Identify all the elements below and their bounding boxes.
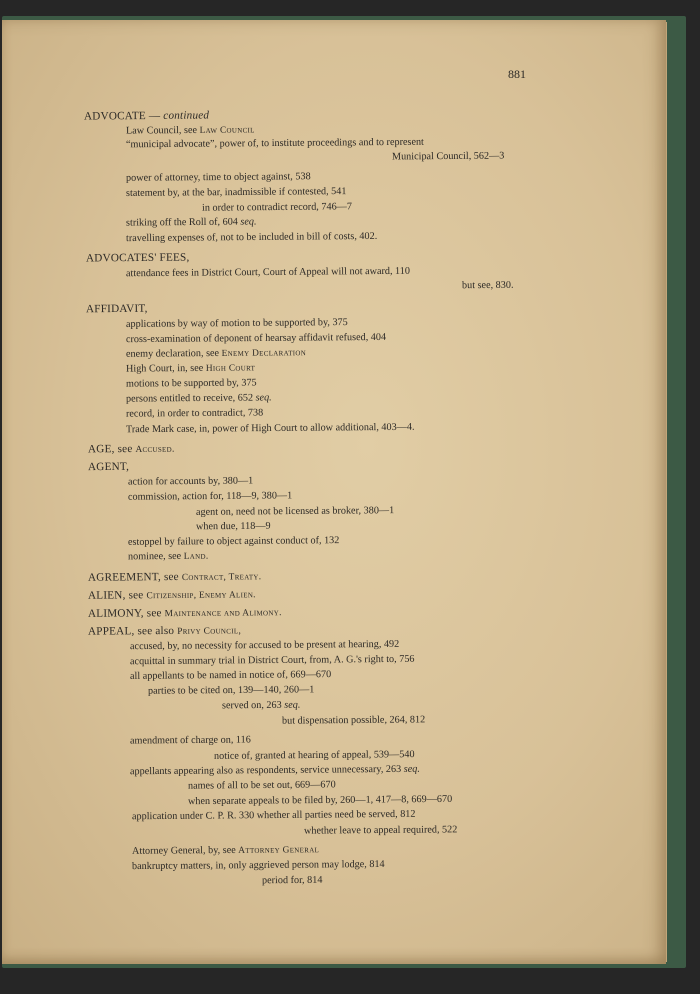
- index-entry: [196, 505, 394, 519]
- index-entry: [130, 639, 399, 653]
- book-page: [2, 20, 666, 964]
- entry-text: attendance fees in District Court, Court of Appeal will not award, 110: [125, 265, 410, 280]
- index-entry: [126, 422, 415, 437]
- entry-text: action for accounts by, 380—1: [127, 475, 254, 488]
- index-heading: [88, 588, 256, 602]
- index-entry: [392, 151, 504, 164]
- index-entry: [222, 700, 300, 713]
- cross-reference: Maintenance and Alimony.: [164, 608, 282, 620]
- entry-text: Municipal Council, 562—3: [391, 150, 505, 163]
- entry-text: amendment of charge on, 116: [129, 734, 251, 747]
- cross-reference: Attorney General: [238, 845, 320, 856]
- entry-text: cross-examination of deponent of hearsay affidavit refused, 404: [125, 331, 387, 346]
- entry-text: appellants appearing also as respondents, service unnecessary, 263: [129, 763, 404, 778]
- entry-text: APPEAL, see also: [87, 624, 178, 638]
- index-entry: [132, 859, 385, 873]
- entry-text: Attorney General, by, see: [131, 844, 239, 857]
- entry-text: AFFIDAVIT,: [85, 302, 148, 316]
- entry-text: ADVOCATES' FEES,: [85, 251, 190, 265]
- italic-term: seq.: [255, 392, 272, 404]
- entry-text: “municipal advocate”, power of, to institute proceedings and to represent: [125, 136, 424, 151]
- entry-text: AGREEMENT, see: [87, 570, 182, 584]
- entry-text: notice of, granted at hearing of appeal, 539—540: [213, 749, 415, 762]
- index-entry: [188, 794, 452, 808]
- italic-term: seq.: [403, 763, 420, 775]
- entry-text: High Court, in, see: [125, 362, 206, 375]
- index-entry: [126, 266, 410, 280]
- cross-reference: Accused.: [135, 444, 175, 455]
- entry-text: ALIMONY, see: [87, 607, 165, 620]
- cross-reference: High Court: [205, 363, 256, 374]
- index-heading: [84, 109, 209, 122]
- index-entry: [126, 137, 424, 152]
- index-entry: [130, 669, 331, 683]
- entry-text: whether leave to appeal required, 522: [303, 824, 458, 837]
- entry-text: travelling expenses of, not to be included in bill of costs, 402.: [125, 230, 378, 245]
- index-entry: [188, 779, 336, 792]
- cross-reference: Enemy Declaration: [221, 348, 307, 359]
- index-entry: [126, 171, 311, 185]
- entry-text: applications by way of motion to be supported by, 375: [125, 317, 348, 330]
- index-entry: [126, 317, 348, 331]
- entry-text: served on, 263: [221, 699, 285, 712]
- entry-text: ALIEN, see: [87, 589, 147, 602]
- entry-text: nominee, see: [127, 550, 184, 563]
- index-heading: [88, 570, 261, 585]
- entry-text: power of attorney, time to object against, 538: [125, 171, 311, 184]
- entry-text: when separate appeals to be filed by, 260—1, 417—8, 669—670: [187, 793, 453, 808]
- index-entry: [462, 280, 514, 292]
- entry-text: Trade Mark case, in, power of High Court to allow additional, 403—4.: [125, 421, 415, 436]
- index-entry: [304, 824, 457, 837]
- entry-text: accused, by, no necessity for accused to be present at hearing, 492: [129, 638, 400, 653]
- index-entry: [132, 809, 416, 823]
- entry-text: persons entitled to receive, 652: [125, 392, 256, 405]
- index-entry: [126, 332, 386, 346]
- entry-text: when due, 118—9: [195, 520, 271, 533]
- index-entry: [148, 684, 314, 697]
- italic-term: continued: [163, 109, 210, 122]
- entry-text: but dispensation possible, 264, 812: [281, 714, 426, 727]
- entry-text: record, in order to contradict, 738: [125, 407, 264, 420]
- entry-text: Law Council, see: [125, 124, 200, 137]
- cross-reference: Law Council: [199, 125, 255, 136]
- index-entry: [262, 875, 323, 888]
- entry-text: estoppel by failure to object against conduct of, 132: [127, 535, 340, 548]
- index-content: [2, 20, 666, 964]
- entry-text: striking off the Roll of, 604: [125, 216, 241, 229]
- cross-reference: Land.: [183, 551, 209, 562]
- entry-text: all appellants to be named in notice of, 669—670: [129, 669, 332, 682]
- index-heading: [88, 443, 175, 457]
- index-entry: [202, 201, 352, 214]
- entry-text: ADVOCATE —: [83, 109, 164, 123]
- index-entry: [126, 186, 347, 200]
- index-entry: [128, 551, 209, 564]
- entry-text: AGE, see: [87, 442, 136, 456]
- index-entry: [126, 392, 272, 405]
- index-entry: [196, 521, 271, 534]
- cross-reference: Contract, Treaty.: [181, 572, 262, 583]
- entry-text: period for, 814: [261, 874, 323, 887]
- index-entry: [126, 216, 257, 229]
- index-heading: [88, 624, 241, 638]
- index-entry: [126, 347, 306, 361]
- entry-text: statement by, at the bar, inadmissible if contested, 541: [125, 186, 347, 199]
- entry-text: application under C. P. R. 330 whether all parties need be served, 812: [131, 808, 416, 823]
- index-heading: [88, 606, 282, 621]
- index-entry: [126, 124, 255, 137]
- index-entry: [126, 377, 257, 390]
- entry-text: acquittal in summary trial in District Court, from, A. G.'s right to, 756: [129, 653, 415, 668]
- index-entry: [130, 764, 420, 779]
- entry-text: AGENT,: [87, 460, 130, 474]
- index-heading: [86, 252, 190, 265]
- index-entry: [126, 362, 255, 375]
- entry-text: in order to contradict record, 746—7: [201, 201, 352, 214]
- italic-term: seq.: [240, 216, 257, 228]
- index-entry: [282, 714, 425, 727]
- index-entry: [126, 407, 263, 420]
- page-number: 881: [508, 67, 526, 81]
- entry-text: parties to be cited on, 139—140, 260—1: [147, 684, 315, 697]
- index-entry: [128, 490, 292, 503]
- italic-term: seq.: [284, 699, 301, 711]
- index-entry: [130, 734, 251, 747]
- index-entry: [128, 535, 339, 549]
- cross-reference: Privy Council,: [177, 626, 242, 637]
- entry-text: motions to be supported by, 375: [125, 377, 257, 390]
- entry-text: bankruptcy matters, in, only aggrieved person may lodge, 814: [131, 858, 385, 873]
- index-entry: [128, 475, 253, 488]
- index-entry: [214, 749, 415, 763]
- index-entry: [132, 844, 319, 858]
- index-entry: [126, 231, 377, 245]
- index-entry: [130, 654, 415, 668]
- entry-text: enemy declaration, see: [125, 347, 222, 360]
- entry-text: agent on, need not be licensed as broker, 380—1: [195, 505, 395, 518]
- entry-text: commission, action for, 118—9, 380—1: [127, 490, 293, 503]
- index-heading: [88, 461, 129, 473]
- entry-text: names of all to be set out, 669—670: [187, 779, 336, 792]
- cross-reference: Citizenship, Enemy Alien.: [146, 590, 256, 602]
- entry-text: but see, 830.: [461, 279, 514, 292]
- index-heading: [86, 303, 148, 316]
